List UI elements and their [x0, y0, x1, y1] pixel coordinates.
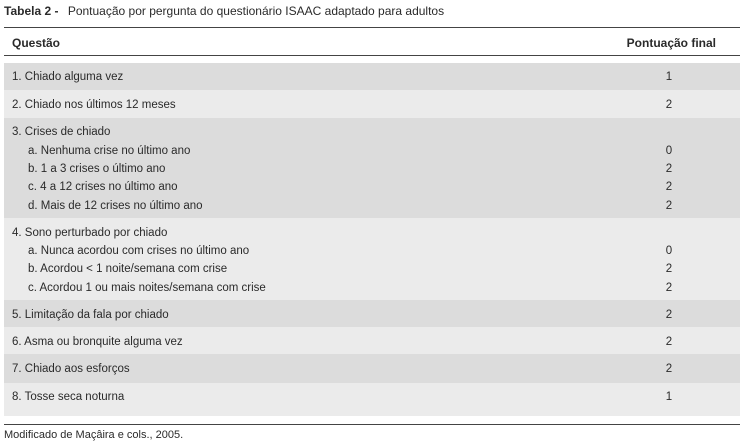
question-cell: 3. Crises de chiado: [12, 126, 111, 138]
question-cell: d. Mais de 12 crises no último ano: [28, 200, 203, 212]
score-cell: 2: [665, 163, 673, 175]
footnote: Modificado de Maçâira e cols., 2005.: [4, 429, 184, 441]
table-caption: [4, 4, 444, 18]
score-cell: 2: [665, 363, 673, 375]
table-row: [4, 334, 740, 352]
table-row: [4, 361, 740, 379]
question-cell: 8. Tosse seca noturna: [12, 391, 125, 403]
bottom-rule: [4, 424, 740, 425]
question-cell: 2. Chiado nos últimos 12 meses: [12, 99, 176, 111]
table-title: Pontuação por pergunta do questionário ISAAC adaptado para adultos: [67, 4, 445, 18]
table-label: Tabela 2 -: [4, 4, 59, 18]
question-cell: b. 1 a 3 crises o último ano: [28, 163, 166, 175]
table-row: [4, 225, 740, 243]
table-subrow: [4, 280, 740, 298]
question-cell: a. Nunca acordou com crises no último ano: [28, 245, 250, 257]
score-cell: 2: [665, 99, 673, 111]
score-cell: 2: [665, 263, 673, 275]
score-cell: 2: [665, 309, 673, 321]
score-cell: 2: [665, 200, 673, 212]
top-rule: [4, 27, 740, 28]
question-cell: 5. Limitação da fala por chiado: [12, 309, 169, 321]
score-cell: 1: [665, 71, 673, 83]
table-row: [4, 307, 740, 325]
table-row: [4, 124, 740, 142]
score-cell: 0: [665, 245, 673, 257]
question-cell: a. Nenhuma crise no último ano: [28, 145, 191, 157]
table-subrow: [4, 198, 740, 216]
table-subrow: [4, 243, 740, 261]
score-cell: 0: [665, 145, 673, 157]
question-cell: 7. Chiado aos esforços: [12, 363, 130, 375]
table-subrow: [4, 179, 740, 197]
table-subrow: [4, 161, 740, 179]
header-score: Pontuação final: [626, 36, 716, 50]
question-cell: 4. Sono perturbado por chiado: [12, 227, 168, 239]
question-cell: c. Acordou 1 ou mais noites/semana com crise: [28, 282, 266, 294]
score-cell: 2: [665, 282, 673, 294]
table-row: [4, 69, 740, 87]
table-row: [4, 389, 740, 407]
question-cell: c. 4 a 12 crises no último ano: [28, 181, 178, 193]
table-subrow: [4, 261, 740, 279]
table-row: [4, 97, 740, 115]
question-cell: b. Acordou < 1 noite/semana com crise: [28, 263, 228, 275]
score-cell: 2: [665, 336, 673, 348]
header-rule: [4, 55, 740, 56]
question-cell: 1. Chiado alguma vez: [12, 71, 124, 83]
score-cell: 2: [665, 181, 673, 193]
header-question: Questão: [12, 36, 61, 50]
table-subrow: [4, 143, 740, 161]
score-cell: 1: [665, 391, 673, 403]
question-cell: 6. Asma ou bronquite alguma vez: [12, 336, 183, 348]
